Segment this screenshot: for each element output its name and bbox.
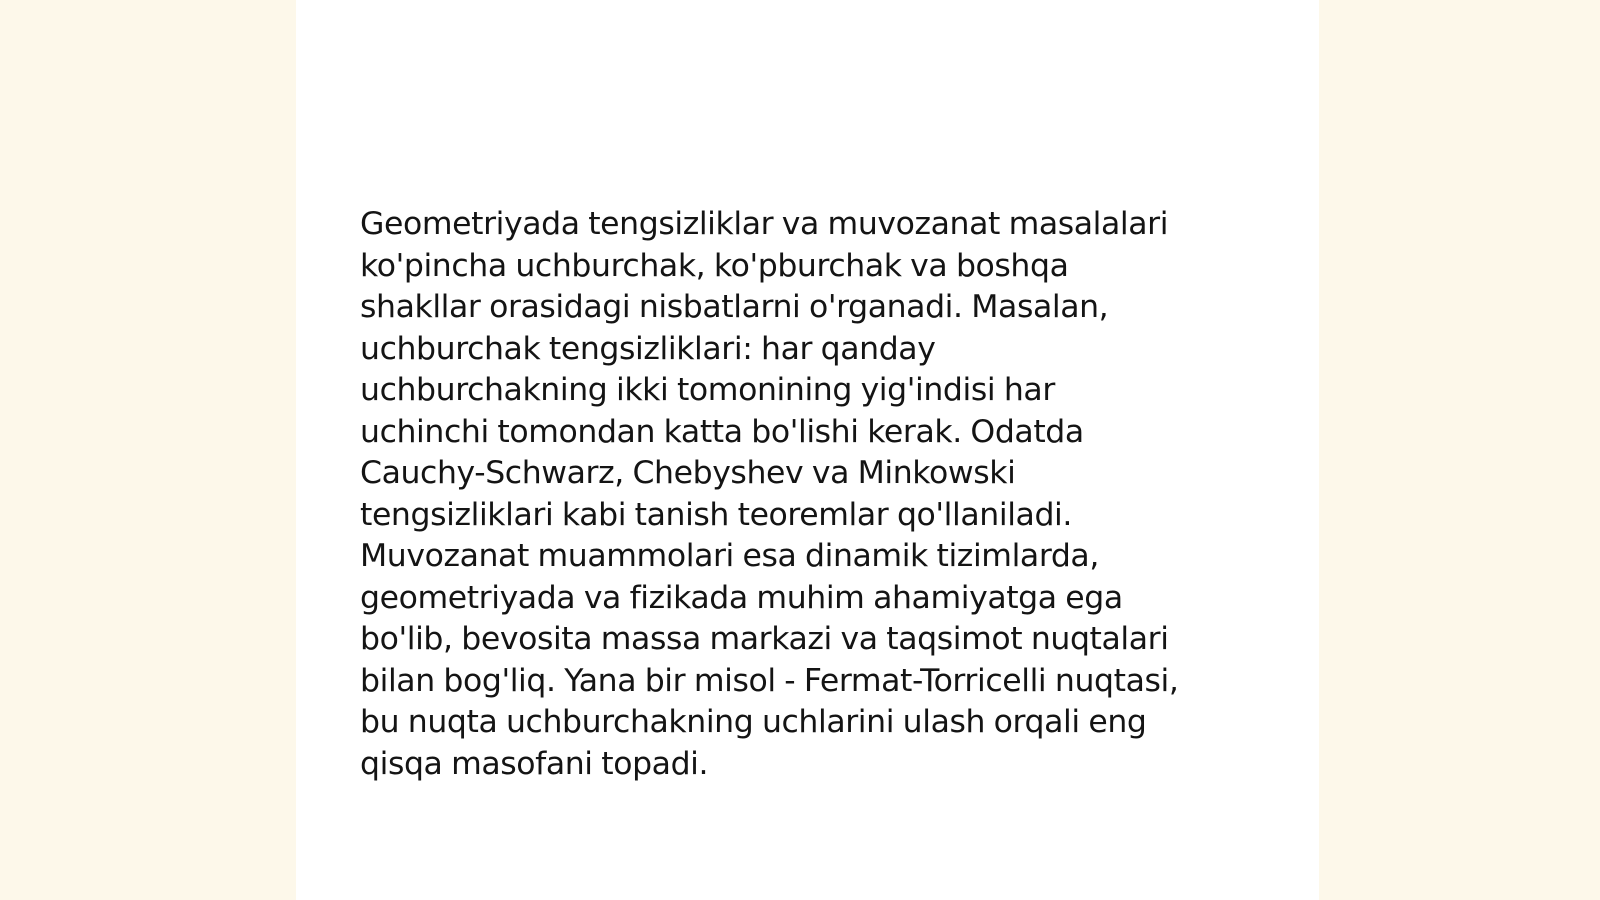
paragraph-line: Muvozanat muammolari esa dinamik tizimlarda, <box>360 538 1099 574</box>
paragraph-line: tengsizliklari kabi tanish teoremlar qo'llaniladi. <box>360 496 1073 533</box>
paragraph-line: shakllar orasidagi nisbatlarni o'rganadi. Masalan, <box>360 289 1109 325</box>
paragraph-line: qisqa masofani topadi. <box>360 745 709 782</box>
paragraph-line: bo'lib, bevosita massa markazi va taqsimot nuqtalari <box>360 621 1169 657</box>
paragraph-line: uchburchak tengsizliklari: har qanday <box>360 330 936 367</box>
paragraph-line: ko'pincha uchburchak, ko'pburchak va boshqa <box>360 247 1069 284</box>
document-page <box>296 0 1319 900</box>
paragraph-line: uchburchakning ikki tomonining yig'indisi har <box>360 372 1055 408</box>
paragraph-line: bu nuqta uchburchakning uchlarini ulash orqali eng <box>360 704 1147 740</box>
paragraph-line: bilan bog'liq. Yana bir misol - Fermat-Torricelli nuqtasi, <box>360 662 1179 699</box>
paragraph-line: Geometriyada tengsizliklar va muvozanat masalalari <box>360 206 1169 242</box>
paragraph-line: geometriyada va fizikada muhim ahamiyatga ega <box>360 579 1123 616</box>
body-paragraph <box>360 204 1265 785</box>
paragraph-line: uchinchi tomondan katta bo'lishi kerak. Odatda <box>360 413 1084 450</box>
paragraph-line: Cauchy-Schwarz, Chebyshev va Minkowski <box>360 455 1016 491</box>
